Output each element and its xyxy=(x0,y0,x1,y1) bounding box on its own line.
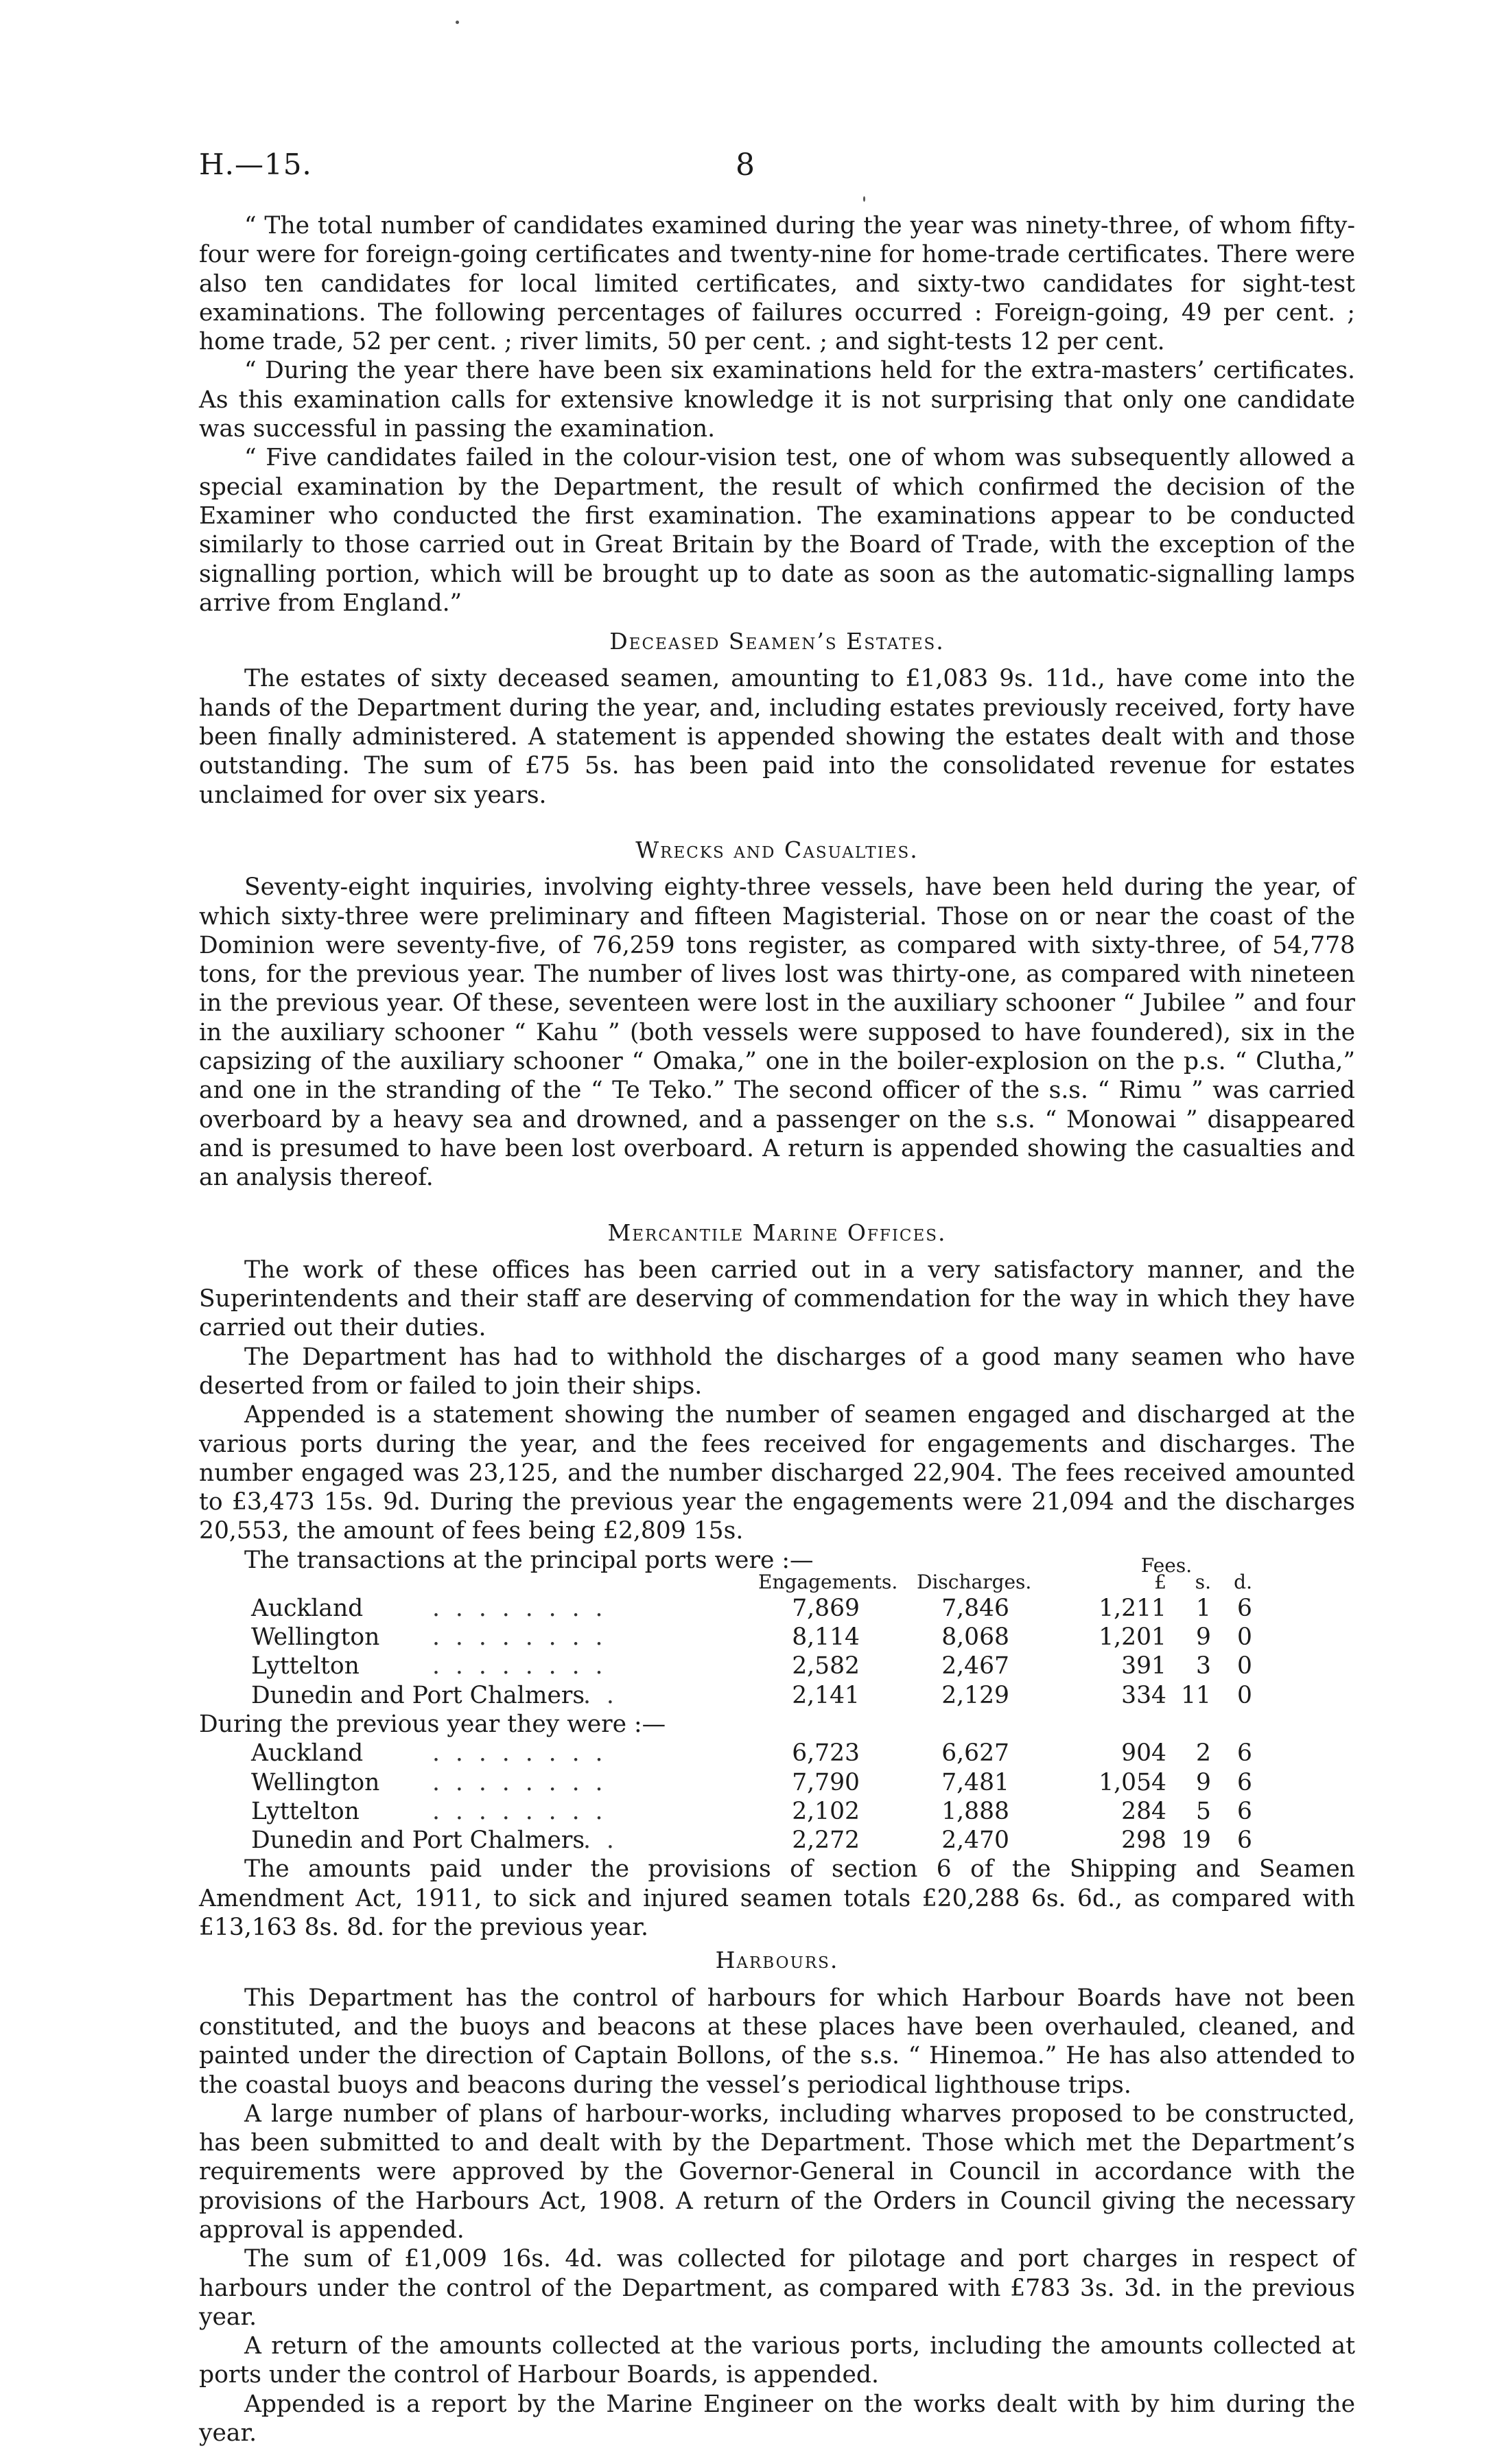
engagements-value: 7,790 xyxy=(792,1768,860,1796)
fees-pounds: 1,211 xyxy=(1099,1594,1166,1622)
leader-dots: . . xyxy=(583,1827,618,1855)
paragraph: A large number of plans of harbour-works, including wharves proposed to be constructed, has been submitted to and dealt with by the Department. Those which met the Department’s requirements were approved by the Governor-General in Council in accordance with the provisions of the Harbours Act, 1908. A return of the Orders in Council giving the necessary approval is appended. xyxy=(199,2100,1355,2244)
col-header-discharges: Discharges. xyxy=(917,1570,1032,1593)
port-name: Dunedin and Port Chalmers xyxy=(251,1827,585,1855)
paragraph: “ During the year there have been six examinations held for the extra-masters’ certificates. As this examination calls for extensive knowledge it is not surprising that only one candidate was successful in passing the examination. xyxy=(199,357,1355,443)
col-header-fees: Fees. xyxy=(1140,1553,1193,1577)
leader-dots: . . . . . . . . xyxy=(432,1739,607,1768)
mercantile-section xyxy=(199,1219,1355,1943)
page-number: 8 xyxy=(736,148,755,183)
paragraph: Appended is a statement showing the number of seamen engaged and discharged at the various ports during the year, and the fees received for engagements and discharges. The number engaged was 23,125, and the number discharged 22,904. The fees received amounted to £3,473 15s. 9d. During the previous year the engagements were 21,094 and the discharges 20,553, the amount of fees being £2,809 15s. xyxy=(199,1401,1355,1545)
engagements-value: 2,102 xyxy=(792,1797,860,1825)
col-header-shillings: s. xyxy=(1195,1570,1211,1593)
wrecks-section xyxy=(199,836,1355,1193)
discharges-value: 2,470 xyxy=(941,1827,1009,1855)
port-name: Auckland xyxy=(251,1594,364,1622)
col-header-pence: d. xyxy=(1234,1570,1252,1593)
ports-table xyxy=(199,1546,1355,1855)
paragraph: “ The total number of candidates examined during the year was ninety-three, of whom fifty-four were for foreign-going certificates and twenty-nine for home-trade certificates. There were also ten candidates for local limited certificates, and sixty-two candidates for sight-test examinations. The following percentages of failures occurred : Foreign-going, 49 per cent. ; home trade, 52 per cent. ; river limits, 50 per cent. ; and sight-tests 12 per cent. xyxy=(199,212,1355,356)
port-name: Lyttelton xyxy=(251,1652,360,1680)
table-row xyxy=(199,1681,1355,1710)
engagements-value: 7,869 xyxy=(792,1594,860,1622)
paragraph: The sum of £1,009 16s. 4d. was collected for pilotage and port charges in respect of harbours under the control of the Department, as compared with £783 3s. 3d. in the previous year. xyxy=(199,2245,1355,2331)
fees-pence: 6 xyxy=(1237,1827,1252,1855)
leader-dots: . . . . . . . . xyxy=(432,1768,607,1796)
col-header-pounds: £ xyxy=(1154,1570,1166,1593)
paragraph: This Department has the control of harbours for which Harbour Boards have not been constituted, and the buoys and beacons at these places have been overhauled, cleaned, and painted under the direction of Captain Bollons, of the s.s. “ Hinemoa.” He has also attended to the coastal buoys and beacons during the vessel’s periodical lighthouse trips. xyxy=(199,1984,1355,2099)
leader-dots: . . . . . . . . xyxy=(432,1652,607,1680)
section-heading: Deceased Seamen’s Estates. xyxy=(609,628,945,655)
discharges-value: 6,627 xyxy=(941,1739,1009,1768)
spacer xyxy=(199,810,1355,826)
table-row xyxy=(199,1797,1355,1826)
discharges-value: 8,068 xyxy=(941,1623,1009,1652)
previous-year-label-row xyxy=(199,1710,1355,1739)
fees-shillings: 9 xyxy=(1196,1623,1211,1652)
paragraph: Appended is a report by the Marine Engineer on the works dealt with by him during the year. xyxy=(199,2390,1355,2448)
port-name: Dunedin and Port Chalmers xyxy=(251,1681,585,1709)
fees-pence: 0 xyxy=(1237,1623,1252,1652)
discharges-value: 7,481 xyxy=(941,1768,1009,1796)
fees-pounds: 391 xyxy=(1121,1652,1166,1680)
document-reference: H.—15. xyxy=(199,148,312,181)
fees-pounds: 298 xyxy=(1121,1827,1166,1855)
paragraph: Seventy-eight inquiries, involving eighty-three vessels, have been held during the year, of which sixty-three were preliminary and fifteen Magisterial. Those on or near the coast of the Dominion were seventy-five, of 76,259 tons register, as compared with sixty-three, of 54,778 tons, for the previous year. The number of lives lost was thirty-one, as compared with nineteen in the previous year. Of these, seventeen were lost in the auxiliary schooner “ Jubilee ” and four in the auxiliary schooner “ Kahu ” (both vessels were supposed to have foundered), six in the capsizing of the auxiliary schooner “ Omaka,” one in the boiler-explosion on the p.s. “ Clutha,” and one in the stranding of the “ Te Teko.” The second officer of the s.s. “ Rimu ” was carried overboard by a heavy sea and drowned, and a passenger on the s.s. “ Monowai ” disappeared and is presumed to have been lost overboard. A return is appended showing the casualties and an analysis thereof. xyxy=(199,873,1355,1192)
paragraph: The amounts paid under the provisions of section 6 of the Shipping and Seamen Amendment Act, 1911, to sick and injured seamen totals £20,288 6s. 6d., as compared with £13,163 8s. 8d. for the previous year. xyxy=(199,1855,1355,1942)
fees-pence: 6 xyxy=(1237,1739,1252,1768)
port-name: Lyttelton xyxy=(251,1797,360,1825)
engagements-value: 2,582 xyxy=(792,1652,860,1680)
paragraph: The Department has had to withhold the discharges of a good many seamen who have deserted from or failed to join their ships. xyxy=(199,1343,1355,1400)
examiner-report-section xyxy=(199,211,1355,618)
fees-shillings: 2 xyxy=(1196,1739,1211,1768)
fees-pence: 0 xyxy=(1237,1681,1252,1709)
discharges-value: 2,129 xyxy=(941,1681,1009,1709)
fees-pence: 6 xyxy=(1237,1768,1252,1796)
table-intro: The transactions at the principal ports were :— xyxy=(244,1546,814,1574)
fees-pounds: 1,201 xyxy=(1099,1623,1166,1652)
port-name: Auckland xyxy=(251,1739,364,1768)
print-speck xyxy=(456,21,459,24)
paragraph: The work of these offices has been carried out in a very satisfactory manner, and the Superintendents and their staff are deserving of commendation for the way in which they have carried out their duties. xyxy=(199,1256,1355,1342)
table-row xyxy=(199,1623,1355,1652)
fees-shillings: 9 xyxy=(1196,1768,1211,1796)
leader-dots: . . . . . . . . xyxy=(432,1623,607,1652)
col-header-engagements: Engagements. xyxy=(758,1570,898,1593)
table-row xyxy=(199,1594,1355,1623)
section-heading: Harbours. xyxy=(715,1947,839,1974)
document-body xyxy=(199,211,1355,2448)
engagements-value: 6,723 xyxy=(792,1739,860,1768)
port-name: Wellington xyxy=(251,1768,380,1796)
fees-pence: 0 xyxy=(1237,1652,1252,1680)
section-heading: Wrecks and Casualties. xyxy=(635,836,919,863)
fees-pounds: 904 xyxy=(1121,1739,1166,1768)
discharges-value: 2,467 xyxy=(941,1652,1009,1680)
engagements-value: 8,114 xyxy=(792,1623,860,1652)
leader-dots: . . . . . . . . xyxy=(432,1797,607,1825)
fees-shillings: 11 xyxy=(1181,1681,1211,1709)
fees-shillings: 5 xyxy=(1196,1797,1211,1825)
table-header-row xyxy=(199,1564,1355,1594)
discharges-value: 7,846 xyxy=(941,1594,1009,1622)
table-intro-row xyxy=(199,1546,1355,1577)
paragraph: “ Five candidates failed in the colour-vision test, one of whom was subsequently allowed a special examination by the Department, the result of which confirmed the decision of the Examiner who conducted the first examination. The examinations appear to be conducted similarly to those carried out in Great Britain by the Board of Trade, with the exception of the signalling portion, which will be brought up to date as soon as the automatic-signalling lamps arrive from England.” xyxy=(199,444,1355,617)
previous-year-label: During the previous year they were :— xyxy=(199,1710,666,1738)
spacer xyxy=(199,1193,1355,1209)
fees-pounds: 284 xyxy=(1121,1797,1166,1825)
table-row xyxy=(199,1739,1355,1768)
section-heading: Mercantile Marine Offices. xyxy=(607,1219,947,1246)
leader-dots: . . xyxy=(583,1681,618,1709)
print-speck xyxy=(863,196,865,202)
fees-pence: 6 xyxy=(1237,1797,1252,1825)
deceased-estates-section xyxy=(199,627,1355,810)
fees-pounds: 334 xyxy=(1121,1681,1166,1709)
table-row xyxy=(199,1652,1355,1680)
engagements-value: 2,272 xyxy=(792,1827,860,1855)
discharges-value: 1,888 xyxy=(941,1797,1009,1825)
fees-pence: 6 xyxy=(1237,1594,1252,1622)
engagements-value: 2,141 xyxy=(792,1681,860,1709)
paragraph: A return of the amounts collected at the various ports, including the amounts collected at ports under the control of Harbour Boards, is appended. xyxy=(199,2332,1355,2389)
table-row xyxy=(199,1826,1355,1855)
fees-shillings: 19 xyxy=(1181,1827,1211,1855)
harbours-section xyxy=(199,1946,1355,2448)
paragraph: The estates of sixty deceased seamen, amounting to £1,083 9s. 11d., have come into the hands of the Department during the year, and, including estates previously received, forty have been finally administered. A statement is appended showing the estates dealt with and those outstanding. The sum of £75 5s. has been paid into the consolidated revenue for estates unclaimed for over six years. xyxy=(199,665,1355,809)
fees-shillings: 3 xyxy=(1196,1652,1211,1680)
port-name: Wellington xyxy=(251,1623,380,1652)
fees-shillings: 1 xyxy=(1196,1594,1211,1622)
leader-dots: . . . . . . . . xyxy=(432,1594,607,1622)
fees-pounds: 1,054 xyxy=(1099,1768,1166,1796)
table-row xyxy=(199,1768,1355,1797)
